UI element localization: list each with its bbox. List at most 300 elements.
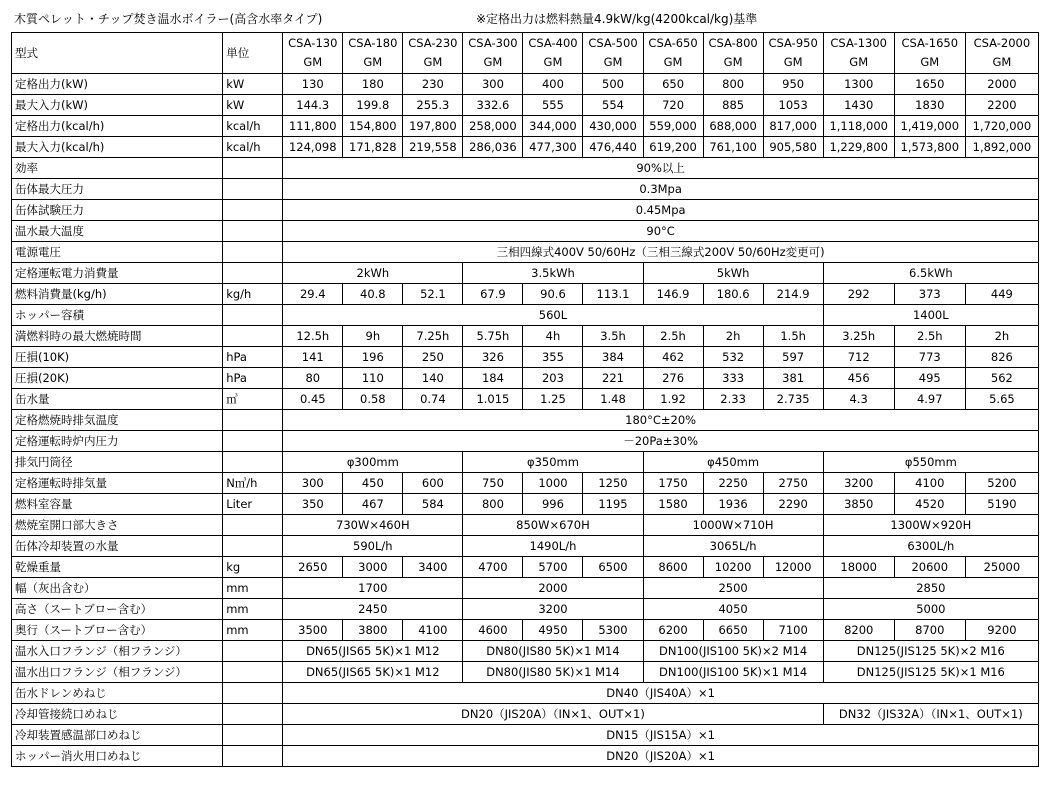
row-unit <box>223 515 283 536</box>
value-cell: 110 <box>343 368 403 389</box>
value-cell: 40.8 <box>343 284 403 305</box>
model-suffix: GM <box>849 55 869 69</box>
value-cell: 532 <box>703 347 763 368</box>
value-cell: 29.4 <box>283 284 343 305</box>
value-cell: 1,419,000 <box>894 116 965 137</box>
value-cell: 650 <box>643 74 703 95</box>
value-cell: 180.6 <box>703 284 763 305</box>
value-cell: 1.015 <box>463 389 523 410</box>
value-cell: 560L <box>283 305 823 326</box>
spec-row <box>12 242 1039 263</box>
value-cell: 1,573,800 <box>894 137 965 158</box>
model-name: CSA-650 <box>648 36 698 50</box>
title-bar <box>14 8 1039 28</box>
model-name: CSA-2000 <box>973 36 1031 50</box>
spec-row <box>12 683 1039 704</box>
value-cell: 1936 <box>703 494 763 515</box>
value-cell: 3000 <box>343 557 403 578</box>
value-cell: 2kWh <box>283 263 463 284</box>
value-cell: DN125(JIS125 5K)×1 M16 <box>823 662 1038 683</box>
model-suffix: GM <box>992 55 1012 69</box>
model-name: CSA-300 <box>468 36 518 50</box>
value-cell: 154,800 <box>343 116 403 137</box>
value-cell: φ300mm <box>283 452 463 473</box>
row-label: ホッパー容積 <box>12 305 223 326</box>
value-cell: 1580 <box>643 494 703 515</box>
value-cell: 9h <box>343 326 403 347</box>
value-cell: 2h <box>965 326 1038 347</box>
spec-row <box>12 704 1039 725</box>
value-cell: DN125(JIS125 5K)×2 M16 <box>823 641 1038 662</box>
value-cell: 90°C <box>283 221 1039 242</box>
row-unit <box>223 158 283 179</box>
spec-row <box>12 557 1039 578</box>
value-cell: 276 <box>643 368 703 389</box>
value-cell: 6300L/h <box>823 536 1038 557</box>
value-cell: 1195 <box>583 494 643 515</box>
model-header-cell <box>703 33 763 74</box>
row-unit <box>223 200 283 221</box>
model-header-cell <box>763 33 823 74</box>
row-unit: kcal/h <box>223 137 283 158</box>
row-label: 燃焼室開口部大きさ <box>12 515 223 536</box>
rating-note: ※定格出力は燃料熱量4.9kW/kg(4200kcal/kg)基準 <box>476 12 758 26</box>
model-header-cell <box>283 33 343 74</box>
row-label: 効率 <box>12 158 223 179</box>
value-cell: 199.8 <box>343 95 403 116</box>
value-cell: 258,000 <box>463 116 523 137</box>
row-unit: kW <box>223 95 283 116</box>
value-cell: 5.65 <box>965 389 1038 410</box>
value-cell: DN15（JIS15A）×1 <box>283 725 1039 746</box>
row-label: 最大入力(kW) <box>12 95 223 116</box>
value-cell: 130 <box>283 74 343 95</box>
value-cell: 1490L/h <box>463 536 643 557</box>
value-cell: 1.25 <box>523 389 583 410</box>
spec-row <box>12 452 1039 473</box>
value-cell: 4600 <box>463 620 523 641</box>
value-cell: 2000 <box>463 578 643 599</box>
value-cell: 2000 <box>965 74 1038 95</box>
model-suffix: GM <box>543 55 563 69</box>
row-unit: N㎥/h <box>223 473 283 494</box>
row-unit <box>223 242 283 263</box>
model-suffix: GM <box>723 55 743 69</box>
value-cell: 6650 <box>703 620 763 641</box>
spec-row <box>12 284 1039 305</box>
value-cell: 221 <box>583 368 643 389</box>
model-header-cell <box>583 33 643 74</box>
value-cell: 2450 <box>283 599 463 620</box>
value-cell: φ450mm <box>643 452 823 473</box>
value-cell: 430,000 <box>583 116 643 137</box>
value-cell: 996 <box>523 494 583 515</box>
value-cell: 1700 <box>283 578 463 599</box>
spec-row <box>12 389 1039 410</box>
value-cell: 730W×460H <box>283 515 463 536</box>
value-cell: 286,036 <box>463 137 523 158</box>
value-cell: 2750 <box>763 473 823 494</box>
value-cell: 373 <box>894 284 965 305</box>
value-cell: 255.3 <box>403 95 463 116</box>
value-cell: 2.735 <box>763 389 823 410</box>
spec-row <box>12 200 1039 221</box>
row-label: 定格運転時排気量 <box>12 473 223 494</box>
model-suffix: GM <box>363 55 383 69</box>
value-cell: 8700 <box>894 620 965 641</box>
spec-row <box>12 641 1039 662</box>
row-label: 最大入力(kcal/h) <box>12 137 223 158</box>
value-cell: 333 <box>703 368 763 389</box>
header-label: 型式 <box>12 33 223 74</box>
value-cell: 5700 <box>523 557 583 578</box>
row-label: 温水入口フランジ（相フランジ） <box>12 641 223 662</box>
header-unit: 単位 <box>223 33 283 74</box>
model-header-cell <box>894 33 965 74</box>
value-cell: 3.5h <box>583 326 643 347</box>
value-cell: 5200 <box>965 473 1038 494</box>
value-cell: 52.1 <box>403 284 463 305</box>
row-label: 缶体最大圧力 <box>12 179 223 200</box>
value-cell: 4520 <box>894 494 965 515</box>
value-cell: 905,580 <box>763 137 823 158</box>
value-cell: DN80(JIS80 5K)×1 M14 <box>463 641 643 662</box>
value-cell: 885 <box>703 95 763 116</box>
value-cell: 495 <box>894 368 965 389</box>
value-cell: 111,800 <box>283 116 343 137</box>
value-cell: 4950 <box>523 620 583 641</box>
value-cell: 1.5h <box>763 326 823 347</box>
value-cell: 381 <box>763 368 823 389</box>
row-label: 奥行（スートブロー含む） <box>12 620 223 641</box>
value-cell: 12000 <box>763 557 823 578</box>
value-cell: 214.9 <box>763 284 823 305</box>
row-label: 排気円筒径 <box>12 452 223 473</box>
value-cell: 950 <box>763 74 823 95</box>
row-label: 高さ（スートブロー含む） <box>12 599 223 620</box>
value-cell: 180 <box>343 74 403 95</box>
row-label: 電源電圧 <box>12 242 223 263</box>
value-cell: 554 <box>583 95 643 116</box>
row-unit <box>223 221 283 242</box>
value-cell: 6500 <box>583 557 643 578</box>
model-suffix: GM <box>920 55 940 69</box>
value-cell: φ550mm <box>823 452 1038 473</box>
spec-row <box>12 494 1039 515</box>
value-cell: DN100(JIS100 5K)×1 M14 <box>643 662 823 683</box>
value-cell: 1400L <box>823 305 1038 326</box>
value-cell: 4700 <box>463 557 523 578</box>
row-label: 定格運転電力消費量 <box>12 263 223 284</box>
value-cell: 584 <box>403 494 463 515</box>
row-label: 圧損(20K) <box>12 368 223 389</box>
row-unit <box>223 410 283 431</box>
value-cell: 2.33 <box>703 389 763 410</box>
row-unit <box>223 725 283 746</box>
spec-row <box>12 431 1039 452</box>
value-cell: 300 <box>463 74 523 95</box>
row-label: 缶水量 <box>12 389 223 410</box>
spec-row <box>12 347 1039 368</box>
value-cell: 2290 <box>763 494 823 515</box>
value-cell: 800 <box>463 494 523 515</box>
row-unit: ㎥ <box>223 389 283 410</box>
model-header-cell <box>403 33 463 74</box>
value-cell: 0.45 <box>283 389 343 410</box>
value-cell: 467 <box>343 494 403 515</box>
row-label: 温水出口フランジ（相フランジ） <box>12 662 223 683</box>
model-header-cell <box>343 33 403 74</box>
row-unit: kg <box>223 557 283 578</box>
spec-row <box>12 410 1039 431</box>
value-cell: 1,118,000 <box>823 116 894 137</box>
value-cell: 0.74 <box>403 389 463 410</box>
row-label: 冷却装置感温部口めねじ <box>12 725 223 746</box>
row-unit <box>223 746 283 767</box>
value-cell: 773 <box>894 347 965 368</box>
value-cell: 326 <box>463 347 523 368</box>
value-cell: 7.25h <box>403 326 463 347</box>
model-name: CSA-500 <box>588 36 638 50</box>
row-unit <box>223 452 283 473</box>
row-unit: Liter <box>223 494 283 515</box>
model-name: CSA-950 <box>768 36 818 50</box>
value-cell: －20Pa±30% <box>283 431 1039 452</box>
value-cell: DN20（JIS20A）×1 <box>283 746 1039 767</box>
value-cell: 144.3 <box>283 95 343 116</box>
row-unit: kcal/h <box>223 116 283 137</box>
row-unit: kW <box>223 74 283 95</box>
value-cell: 2h <box>703 326 763 347</box>
value-cell: 1,720,000 <box>965 116 1038 137</box>
row-label: 定格出力(kW) <box>12 74 223 95</box>
spec-row <box>12 578 1039 599</box>
value-cell: 4h <box>523 326 583 347</box>
value-cell: 562 <box>965 368 1038 389</box>
model-header-cell <box>463 33 523 74</box>
value-cell: 477,300 <box>523 137 583 158</box>
value-cell: DN100(JIS100 5K)×2 M14 <box>643 641 823 662</box>
value-cell: 1.92 <box>643 389 703 410</box>
value-cell: 1000W×710H <box>643 515 823 536</box>
value-cell: 12.5h <box>283 326 343 347</box>
row-unit <box>223 662 283 683</box>
value-cell: 1300 <box>823 74 894 95</box>
value-cell: 2850 <box>823 578 1038 599</box>
row-label: 温水最大温度 <box>12 221 223 242</box>
value-cell: 7100 <box>763 620 823 641</box>
value-cell: 2.5h <box>894 326 965 347</box>
value-cell: 750 <box>463 473 523 494</box>
value-cell: 456 <box>823 368 894 389</box>
value-cell: 3400 <box>403 557 463 578</box>
value-cell: 124,098 <box>283 137 343 158</box>
value-cell: 90%以上 <box>283 158 1039 179</box>
row-label: 燃料室容量 <box>12 494 223 515</box>
spec-row <box>12 326 1039 347</box>
value-cell: 559,000 <box>643 116 703 137</box>
value-cell: 817,000 <box>763 116 823 137</box>
value-cell: 171,828 <box>343 137 403 158</box>
value-cell: 25000 <box>965 557 1038 578</box>
row-unit: hPa <box>223 347 283 368</box>
model-suffix: GM <box>483 55 503 69</box>
value-cell: 4100 <box>403 620 463 641</box>
value-cell: 197,800 <box>403 116 463 137</box>
spec-row <box>12 263 1039 284</box>
value-cell: 1053 <box>763 95 823 116</box>
value-cell: 292 <box>823 284 894 305</box>
spec-table <box>11 32 1039 767</box>
value-cell: 184 <box>463 368 523 389</box>
row-unit: kg/h <box>223 284 283 305</box>
value-cell: 476,440 <box>583 137 643 158</box>
model-suffix: GM <box>663 55 683 69</box>
spec-row <box>12 536 1039 557</box>
value-cell: 4050 <box>643 599 823 620</box>
value-cell: 344,000 <box>523 116 583 137</box>
value-cell: 3850 <box>823 494 894 515</box>
row-unit <box>223 641 283 662</box>
spec-row <box>12 473 1039 494</box>
value-cell: 1830 <box>894 95 965 116</box>
model-suffix: GM <box>783 55 803 69</box>
value-cell: 1000 <box>523 473 583 494</box>
value-cell: 462 <box>643 347 703 368</box>
value-cell: 3800 <box>343 620 403 641</box>
row-label: 定格運転時炉内圧力 <box>12 431 223 452</box>
value-cell: 2200 <box>965 95 1038 116</box>
value-cell: 80 <box>283 368 343 389</box>
row-label: ホッパー消火用口めねじ <box>12 746 223 767</box>
value-cell: 1750 <box>643 473 703 494</box>
row-label: 定格燃焼時排気温度 <box>12 410 223 431</box>
value-cell: 146.9 <box>643 284 703 305</box>
spec-row <box>12 95 1039 116</box>
model-name: CSA-1300 <box>830 36 887 50</box>
model-name: CSA-230 <box>408 36 458 50</box>
spec-row <box>12 74 1039 95</box>
value-cell: 1,892,000 <box>965 137 1038 158</box>
value-cell: 90.6 <box>523 284 583 305</box>
value-cell: 2.5h <box>643 326 703 347</box>
value-cell: 3.5kWh <box>463 263 643 284</box>
row-unit <box>223 683 283 704</box>
value-cell: 4100 <box>894 473 965 494</box>
value-cell: 400 <box>523 74 583 95</box>
row-label: 定格出力(kcal/h) <box>12 116 223 137</box>
value-cell: DN65(JIS65 5K)×1 M12 <box>283 641 463 662</box>
value-cell: 0.3Mpa <box>283 179 1039 200</box>
spec-row <box>12 221 1039 242</box>
row-label: 缶体冷却装置の水量 <box>12 536 223 557</box>
row-label: 幅（灰出含む） <box>12 578 223 599</box>
value-cell: 8600 <box>643 557 703 578</box>
value-cell: 332.6 <box>463 95 523 116</box>
value-cell: 196 <box>343 347 403 368</box>
spec-row <box>12 158 1039 179</box>
value-cell: 3065L/h <box>643 536 823 557</box>
value-cell: 450 <box>343 473 403 494</box>
value-cell: 203 <box>523 368 583 389</box>
model-header-cell <box>823 33 894 74</box>
row-unit <box>223 263 283 284</box>
model-suffix: GM <box>303 55 323 69</box>
value-cell: 3200 <box>463 599 643 620</box>
model-header-cell <box>965 33 1038 74</box>
value-cell: 5000 <box>823 599 1038 620</box>
value-cell: 2250 <box>703 473 763 494</box>
value-cell: 140 <box>403 368 463 389</box>
spec-row <box>12 725 1039 746</box>
value-cell: 720 <box>643 95 703 116</box>
row-unit <box>223 326 283 347</box>
value-cell: 500 <box>583 74 643 95</box>
spec-row <box>12 137 1039 158</box>
value-cell: 688,000 <box>703 116 763 137</box>
value-cell: 712 <box>823 347 894 368</box>
value-cell: 6200 <box>643 620 703 641</box>
value-cell: 9200 <box>965 620 1038 641</box>
document-title: 木質ペレット・チップ焚き温水ボイラー(高含水率タイプ) <box>14 12 323 26</box>
row-label: 缶水ドレンめねじ <box>12 683 223 704</box>
row-unit: mm <box>223 578 283 599</box>
value-cell: 141 <box>283 347 343 368</box>
spec-row <box>12 662 1039 683</box>
value-cell: 8200 <box>823 620 894 641</box>
value-cell: 10200 <box>703 557 763 578</box>
value-cell: 350 <box>283 494 343 515</box>
value-cell: 20600 <box>894 557 965 578</box>
value-cell: DN65(JIS65 5K)×1 M12 <box>283 662 463 683</box>
value-cell: 2650 <box>283 557 343 578</box>
model-name: CSA-400 <box>528 36 578 50</box>
value-cell: 0.58 <box>343 389 403 410</box>
value-cell: 0.45Mpa <box>283 200 1039 221</box>
value-cell: DN20（JIS20A）（IN×1、OUT×1) <box>283 704 823 725</box>
value-cell: 180°C±20% <box>283 410 1039 431</box>
model-header-cell <box>523 33 583 74</box>
row-unit: mm <box>223 599 283 620</box>
value-cell: 三相四線式400V 50/60Hz（三相三線式200V 50/60Hz変更可) <box>283 242 1039 263</box>
row-unit <box>223 536 283 557</box>
model-name: CSA-800 <box>708 36 758 50</box>
value-cell: 300 <box>283 473 343 494</box>
model-name: CSA-180 <box>348 36 398 50</box>
row-label: 満燃料時の最大燃焼時間 <box>12 326 223 347</box>
value-cell: 826 <box>965 347 1038 368</box>
value-cell: 1,229,800 <box>823 137 894 158</box>
value-cell: 1250 <box>583 473 643 494</box>
spec-table-body <box>12 33 1039 767</box>
value-cell: 113.1 <box>583 284 643 305</box>
value-cell: 5kWh <box>643 263 823 284</box>
model-suffix: GM <box>423 55 443 69</box>
value-cell: φ350mm <box>463 452 643 473</box>
value-cell: 18000 <box>823 557 894 578</box>
value-cell: DN80(JIS80 5K)×1 M14 <box>463 662 643 683</box>
spec-row <box>12 116 1039 137</box>
model-name: CSA-1650 <box>901 36 959 50</box>
row-unit <box>223 179 283 200</box>
value-cell: 5.75h <box>463 326 523 347</box>
value-cell: 597 <box>763 347 823 368</box>
value-cell: 219,558 <box>403 137 463 158</box>
row-label: 乾燥重量 <box>12 557 223 578</box>
spec-row <box>12 620 1039 641</box>
value-cell: 4.97 <box>894 389 965 410</box>
value-cell: 4.3 <box>823 389 894 410</box>
